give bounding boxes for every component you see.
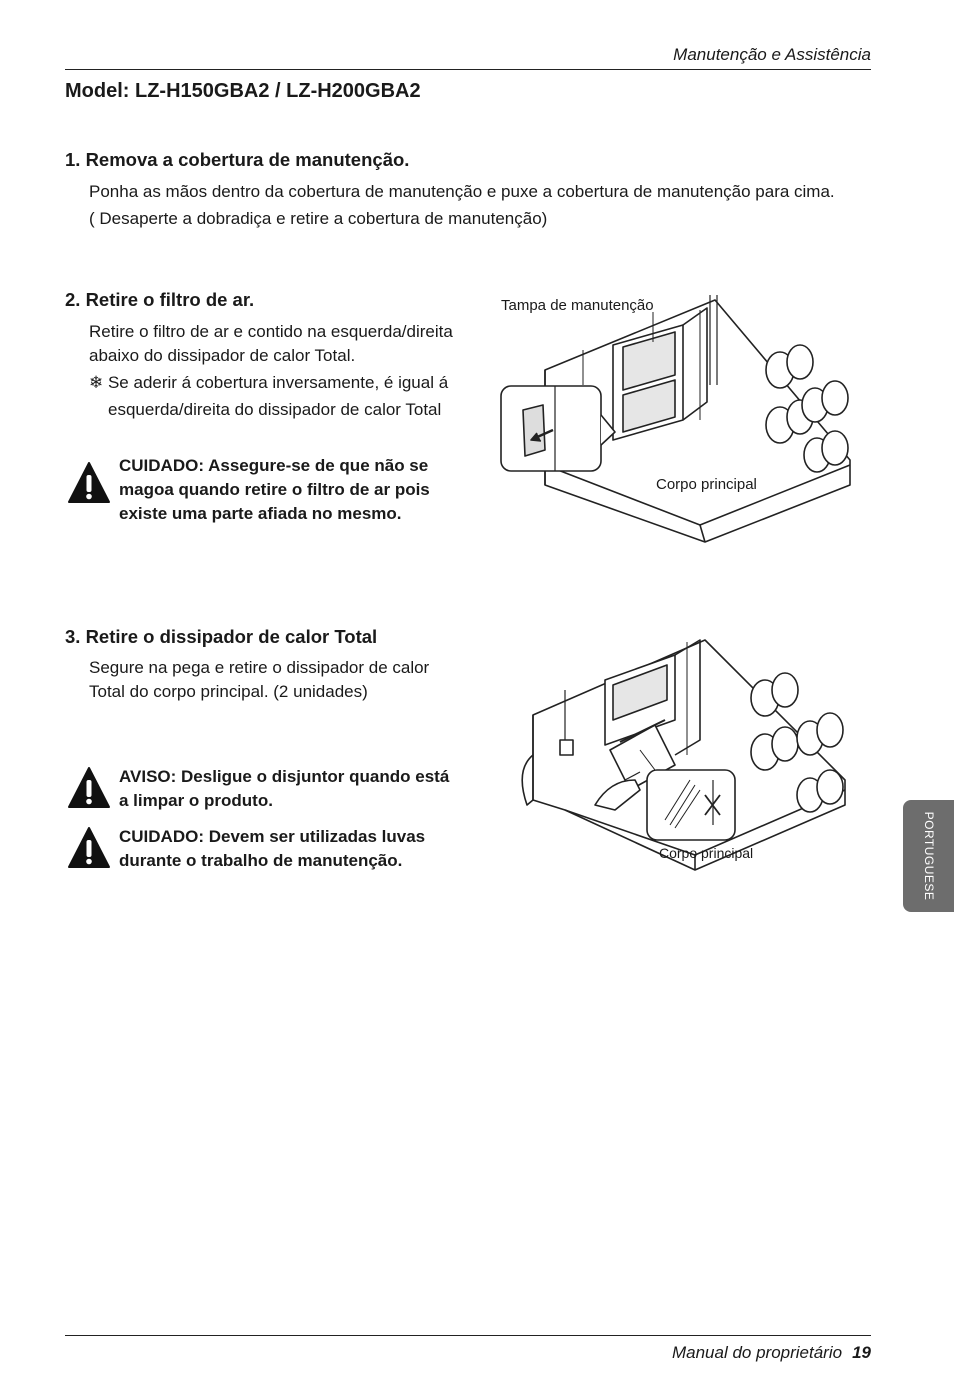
step-3-caution (119, 825, 425, 873)
filter-removal-illustration (495, 290, 860, 550)
page-number: 19 (852, 1343, 871, 1362)
step-2-note-1: ❄ Se aderir á cobertura inversamente, é igual á (89, 373, 449, 392)
footer-manual-title: Manual do proprietário (671, 1343, 843, 1362)
step-2-title: 2. Retire o filtro de ar. (65, 289, 255, 310)
running-header: Manutenção e Assistência (673, 45, 871, 64)
step-2-caution-line-1: CUIDADO: Assegure-se de que não se (119, 456, 429, 475)
model-heading: Model: LZ-H150GBA2 / LZ-H200GBA2 (65, 80, 421, 102)
footer (672, 1343, 871, 1363)
step-3-warning-line-2: a limpar o produto. (119, 791, 273, 810)
step-1-title: 1. Remova a cobertura de manutenção. (65, 149, 410, 170)
label-main-body-2: Corpo principal (659, 845, 754, 861)
step-2-text (89, 320, 453, 422)
warning-triangle-icon (67, 826, 111, 870)
step-3-warning-line-1: AVISO: Desligue o disjuntor quando está (119, 767, 450, 786)
step-2-line-1: Retire o filtro de ar e contido na esquerda/direita (89, 322, 453, 341)
step-2-line-2: abaixo do dissipador de calor Total. (89, 346, 356, 365)
step-1-line-2: ( Desaperte a dobradiça e retire a cobertura de manutenção) (89, 209, 548, 228)
language-tab (903, 800, 954, 912)
heat-exchanger-removal-illustration (515, 630, 860, 880)
step-2-caution-line-3: existe uma parte afiada no mesmo. (119, 504, 402, 523)
warning-triangle-icon (67, 766, 111, 810)
step-1-line-1: Ponha as mãos dentro da cobertura de manutenção e puxe a cobertura de manutenção para cima. (89, 182, 835, 201)
label-maintenance-cover: Tampa de manutenção (501, 297, 654, 314)
step-3-warning (119, 765, 449, 813)
step-1-text (89, 180, 835, 231)
header-rule (65, 69, 871, 70)
step-3-line-2: Total do corpo principal. (2 unidades) (89, 682, 368, 701)
step-2-note-2: esquerda/direita do dissipador de calor Total (108, 400, 442, 419)
step-3-line-1: Segure na pega e retire o dissipador de calor (89, 658, 430, 677)
step-3-text (89, 656, 429, 704)
step-2-caution (119, 454, 430, 526)
label-main-body-1: Corpo principal (656, 476, 757, 493)
step-3-caution-line-2: durante o trabalho de manutenção. (119, 851, 403, 870)
language-tab-label: PORTUGUESE (921, 811, 936, 901)
step-3-caution-line-1: CUIDADO: Devem ser utilizadas luvas (119, 827, 426, 846)
step-3-title: 3. Retire o dissipador de calor Total (65, 626, 378, 647)
warning-triangle-icon (67, 461, 111, 505)
step-2-caution-line-2: magoa quando retire o filtro de ar pois (119, 480, 430, 499)
footer-rule (65, 1335, 871, 1336)
